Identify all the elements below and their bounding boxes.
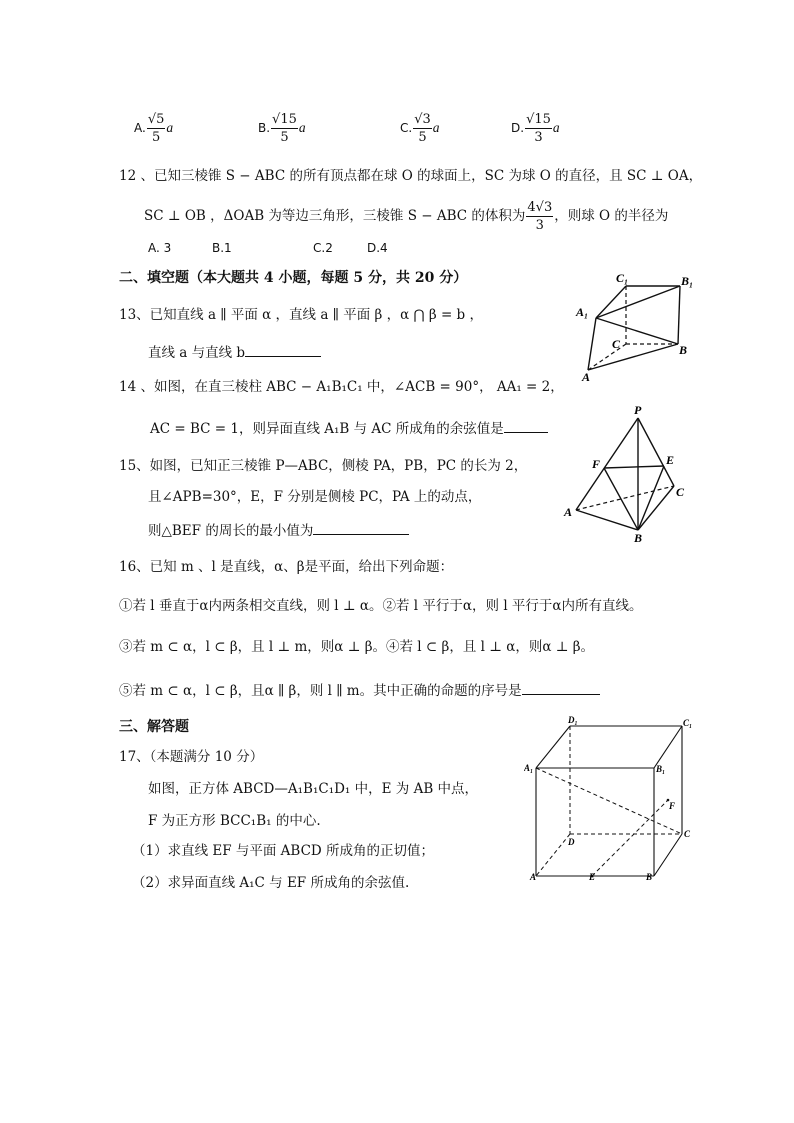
label-b: B (646, 872, 653, 882)
label-b1: B₁ (656, 764, 666, 774)
answer-blank[interactable] (313, 520, 409, 535)
q12-option-a: A. 3 (148, 241, 172, 255)
label-d: D (568, 837, 575, 847)
answer-blank[interactable] (245, 342, 321, 357)
q14-line1: 14 、如图，在直三棱柱 ABC − A₁B₁C₁ 中，∠ACB = 90°， AA₁ = 2， (119, 379, 564, 395)
q12-option-b: B.1 (212, 241, 232, 255)
label-a1: A₁ (524, 763, 534, 773)
q13-line2: 直线 a 与直线 b (148, 342, 321, 362)
q17-line2: F 为正方形 BCC₁B₁ 的中心. (148, 813, 321, 829)
q15-line3: 则△BEF 的周长的最小值为 (148, 520, 409, 540)
q15-line2: 且∠APB=30°，E，F 分别是侧棱 PC，PA 上的动点， (148, 489, 482, 505)
figure-cube (524, 712, 696, 882)
label-c1: C₁ (616, 271, 629, 285)
q12-line2: SC ⊥ OB ，ΔOAB 为等边三角形，三棱锥 S − ABC 的体积为 $\frac{4√3}{3}$ ，则球 O 的半径为 (144, 200, 669, 233)
label-f: F (592, 457, 601, 471)
label-b: B (679, 343, 688, 357)
label-e: E (666, 453, 675, 467)
q11-option-c: C. $\frac{√3}{5}$ a (400, 112, 440, 145)
label-a: A (564, 505, 573, 519)
label-p: P (634, 404, 642, 417)
q14-line2: AC = BC = 1，则异面直线 A₁B 与 AC 所成角的余弦值是 (150, 418, 548, 438)
q11-option-a: A. $\frac{√5}{5}$ a (134, 112, 174, 145)
q16-proposition-5: ⑤若 m ⊂ α，l ⊂ β，且α ∥ β，则 l ∥ m。其中正确的命题的序号是 (119, 680, 600, 700)
label-f: F (669, 801, 676, 811)
q17-line1: 如图，正方体 ABCD—A₁B₁C₁D₁ 中，E 为 AB 中点， (148, 781, 479, 797)
label-b1: B₁ (681, 274, 694, 288)
q11-option-d: D. $\frac{√15}{3}$ a (511, 112, 560, 145)
q16-propositions-3-4: ③若 m ⊂ α，l ⊂ β，且 l ⊥ m，则α ⊥ β。④若 l ⊂ β，且 l ⊥ α，则α ⊥ β。 (119, 639, 595, 655)
label-a: A (582, 370, 591, 384)
section-fill-in-heading: 二、填空题（本大题共 4 小题，每题 5 分，共 20 分） (119, 270, 468, 286)
label-c1: C₁ (683, 718, 693, 728)
q17-subquestion-2: （2）求异面直线 A₁C 与 EF 所成角的余弦值. (132, 875, 410, 891)
label-a: A (530, 872, 537, 882)
figure-triangular-pyramid (556, 404, 696, 544)
figure-triangular-prism (570, 266, 700, 386)
q12-option-d: D.4 (367, 241, 388, 255)
label-b: B (634, 531, 643, 544)
q15-line1: 15、如图，已知正三棱锥 P—ABC，侧棱 PA，PB，PC 的长为 2， (119, 458, 528, 474)
q17-title: 17、（本题满分 10 分） (119, 749, 264, 765)
label-c: C (684, 829, 691, 839)
q16-line1: 16、已知 m 、l 是直线，α、β是平面，给出下列命题： (119, 559, 454, 575)
label-c: C (612, 337, 621, 351)
label-d1: D₁ (568, 715, 578, 725)
label-e: E (589, 872, 596, 882)
section-solution-heading: 三、解答题 (119, 719, 189, 735)
label-a1: A₁ (576, 305, 589, 319)
answer-blank[interactable] (504, 418, 548, 433)
answer-blank[interactable] (522, 680, 600, 695)
q16-propositions-1-2: ①若 l 垂直于α内两条相交直线，则 l ⊥ α。②若 l 平行于α，则 l 平行于α内所有直线。 (119, 598, 643, 614)
q17-subquestion-1: （1）求直线 EF 与平面 ABCD 所成角的正切值； (132, 843, 435, 859)
label-c: C (676, 485, 685, 499)
q12-line1: 12 、已知三棱锥 S − ABC 的所有顶点都在球 O 的球面上，SC 为球 O 的直径，且 SC ⊥ OA， (119, 168, 703, 184)
q12-option-c: C.2 (313, 241, 333, 255)
q11-option-b: B. $\frac{√15}{5}$ a (258, 112, 306, 145)
q13-line1: 13、已知直线 a ∥ 平面 α ，直线 a ∥ 平面 β ，α ⋂ β = b ， (119, 307, 483, 323)
